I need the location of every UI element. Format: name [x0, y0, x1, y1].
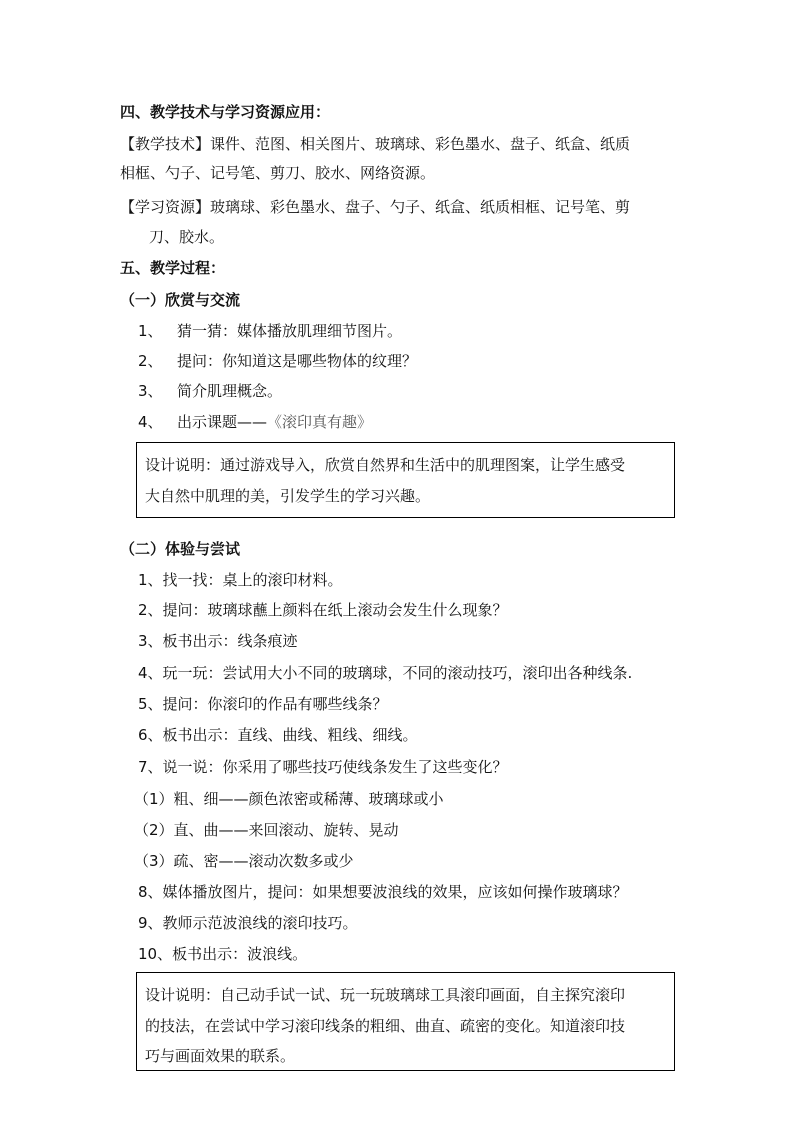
part1-item-text: 简介肌理概念。 [177, 382, 283, 400]
design-note-line: 大自然中肌理的美，引发学生的学习兴趣。 [145, 487, 431, 505]
part2-item: 7、说一说：你采用了哪些技巧使线条发生了这些变化？ [138, 758, 508, 776]
part2-item: 2、提问：玻璃球蘸上颜料在纸上滚动会发生什么现象？ [138, 601, 508, 619]
part2-item: 9、教师示范波浪线的滚印技巧。 [138, 914, 358, 932]
part2-heading: （二）体验与尝试 [120, 540, 241, 558]
design-note-line: 设计说明：通过游戏导入，欣赏自然界和生活中的肌理图案，让学生感受 [145, 456, 626, 474]
part1-item-num: 3、 [138, 382, 163, 400]
part1-item-num: 4、 [138, 413, 163, 431]
part1-item-text: 提问：你知道这是哪些物体的纹理？ [177, 352, 418, 370]
design-note-box-1 [136, 442, 675, 518]
part1-item-num: 2、 [138, 352, 163, 370]
part2-item: 6、板书出示：直线、曲线、粗线、细线。 [138, 726, 418, 744]
part2-item: 10、板书出示：波浪线。 [138, 945, 308, 963]
part2-subitem: （3）疏、密——滚动次数多或少 [134, 852, 354, 870]
part2-item: 5、提问：你滚印的作品有哪些线条？ [138, 695, 388, 713]
design-note-box-2 [136, 972, 675, 1071]
design-note-line: 巧与画面效果的联系。 [145, 1047, 296, 1065]
part2-subitem: （1）粗、细——颜色浓密或稀薄、玻璃球或小 [134, 790, 444, 808]
section5-heading: 五、教学过程： [120, 259, 226, 277]
teaching-tech-line1: 【教学技术】课件、范图、相关图片、玻璃球、彩色墨水、盘子、纸盒、纸质 [120, 135, 631, 153]
part2-item: 3、板书出示：线条痕迹 [138, 632, 298, 650]
part2-item: 1、找一找：桌上的滚印材料。 [138, 571, 343, 589]
part2-item: 8、媒体播放图片，提问：如果想要波浪线的效果，应该如何操作玻璃球？ [138, 883, 628, 901]
learning-res-line1: 【学习资源】玻璃球、彩色墨水、盘子、勺子、纸盒、纸质相框、记号笔、剪 [120, 198, 631, 216]
part1-item-text-prefix: 出示课题—— [177, 413, 268, 431]
part1-item-text: 猜一猜：媒体播放肌理细节图片。 [177, 322, 403, 340]
part1-heading: （一）欣赏与交流 [120, 291, 241, 309]
teaching-tech-line2: 相框、勺子、记号笔、剪刀、胶水、网络资源。 [120, 164, 436, 182]
design-note-line: 的技法，在尝试中学习滚印线条的粗细、曲直、疏密的变化。知道滚印技 [145, 1017, 626, 1035]
learning-res-line2: 刀、胶水。 [149, 228, 225, 246]
lesson-title: 《滚印真有趣》 [267, 413, 373, 431]
part1-item-text [177, 412, 372, 432]
design-note-line: 设计说明：自己动手试一试、玩一玩玻璃球工具滚印画面，自主探究滚印 [145, 986, 626, 1004]
part2-subitem: （2）直、曲——来回滚动、旋转、晃动 [134, 821, 399, 839]
part2-item: 4、玩一玩：尝试用大小不同的玻璃球，不同的滚动技巧，滚印出各种线条. [138, 664, 633, 682]
section4-heading: 四、教学技术与学习资源应用： [120, 103, 331, 121]
part1-item-num: 1、 [138, 322, 163, 340]
